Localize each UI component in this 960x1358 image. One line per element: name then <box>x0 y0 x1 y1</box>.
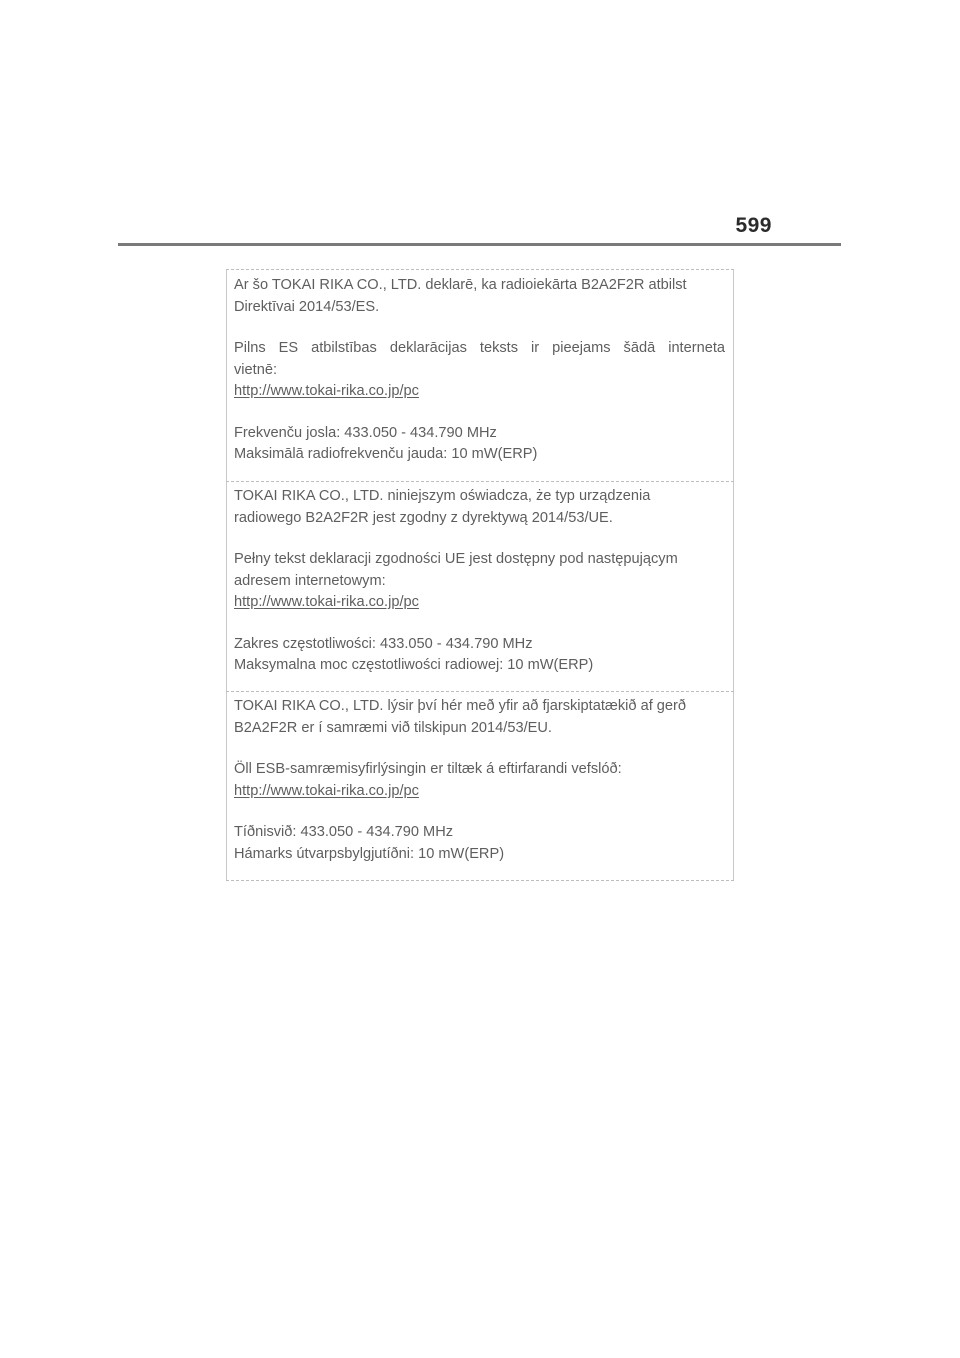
declaration-section-latvian <box>226 270 734 481</box>
doc-url-link[interactable]: http://www.tokai-rika.co.jp/pc <box>234 594 419 610</box>
full-text-line-1: Pilns ES atbilstības deklarācijas teksts ir pieejams šādā interneta <box>234 340 725 356</box>
declaration-box <box>226 269 734 881</box>
doc-url-link[interactable]: http://www.tokai-rika.co.jp/pc <box>234 782 419 799</box>
frequency-band: Frekvenču josla: 433.050 - 434.790 MHz <box>234 424 497 441</box>
max-power: Maksymalna moc częstotliwości radiowej: 10 mW(ERP) <box>234 657 594 673</box>
declaration-line-2: Direktīvai 2014/53/ES. <box>234 298 380 315</box>
header-rule <box>118 243 841 246</box>
frequency-band: Tíðnisvið: 433.050 - 434.790 MHz <box>234 824 454 840</box>
declaration-line-2: radiowego B2A2F2R jest zgodny z dyrektywą 2014/53/UE. <box>234 509 613 526</box>
full-text-line-2: adresem internetowym: <box>234 572 386 589</box>
frequency-band: Zakres częstotliwości: 433.050 - 434.790 MHz <box>234 635 533 652</box>
declaration-line-1: Ar šo TOKAI RIKA CO., LTD. deklarē, ka radioiekārta B2A2F2R atbilst <box>234 277 687 293</box>
doc-url-link[interactable]: http://www.tokai-rika.co.jp/pc <box>234 383 419 399</box>
full-text-line-1: Pełny tekst deklaracji zgodności UE jest dostępny pod następującym <box>234 551 678 567</box>
declaration-section-polish <box>226 481 734 691</box>
declaration-line-1: TOKAI RIKA CO., LTD. niniejszym oświadcza, że typ urządzenia <box>234 488 651 504</box>
full-text-line-1: Öll ESB-samræmisyfirlýsingin er tiltæk á eftirfarandi vefslóð: <box>234 761 622 777</box>
declaration-section-icelandic <box>226 691 734 880</box>
page-number: 599 <box>735 214 772 237</box>
declaration-line-2: B2A2F2R er í samræmi við tilskipun 2014/53/EU. <box>234 719 552 736</box>
declaration-line-1: TOKAI RIKA CO., LTD. lýsir því hér með yfir að fjarskiptatækið af gerð <box>234 698 687 714</box>
full-text-line-2: vietnē: <box>234 361 277 378</box>
max-power: Maksimālā radiofrekvenču jauda: 10 mW(ERP) <box>234 446 538 462</box>
max-power: Hámarks útvarpsbylgjutíðni: 10 mW(ERP) <box>234 845 505 862</box>
